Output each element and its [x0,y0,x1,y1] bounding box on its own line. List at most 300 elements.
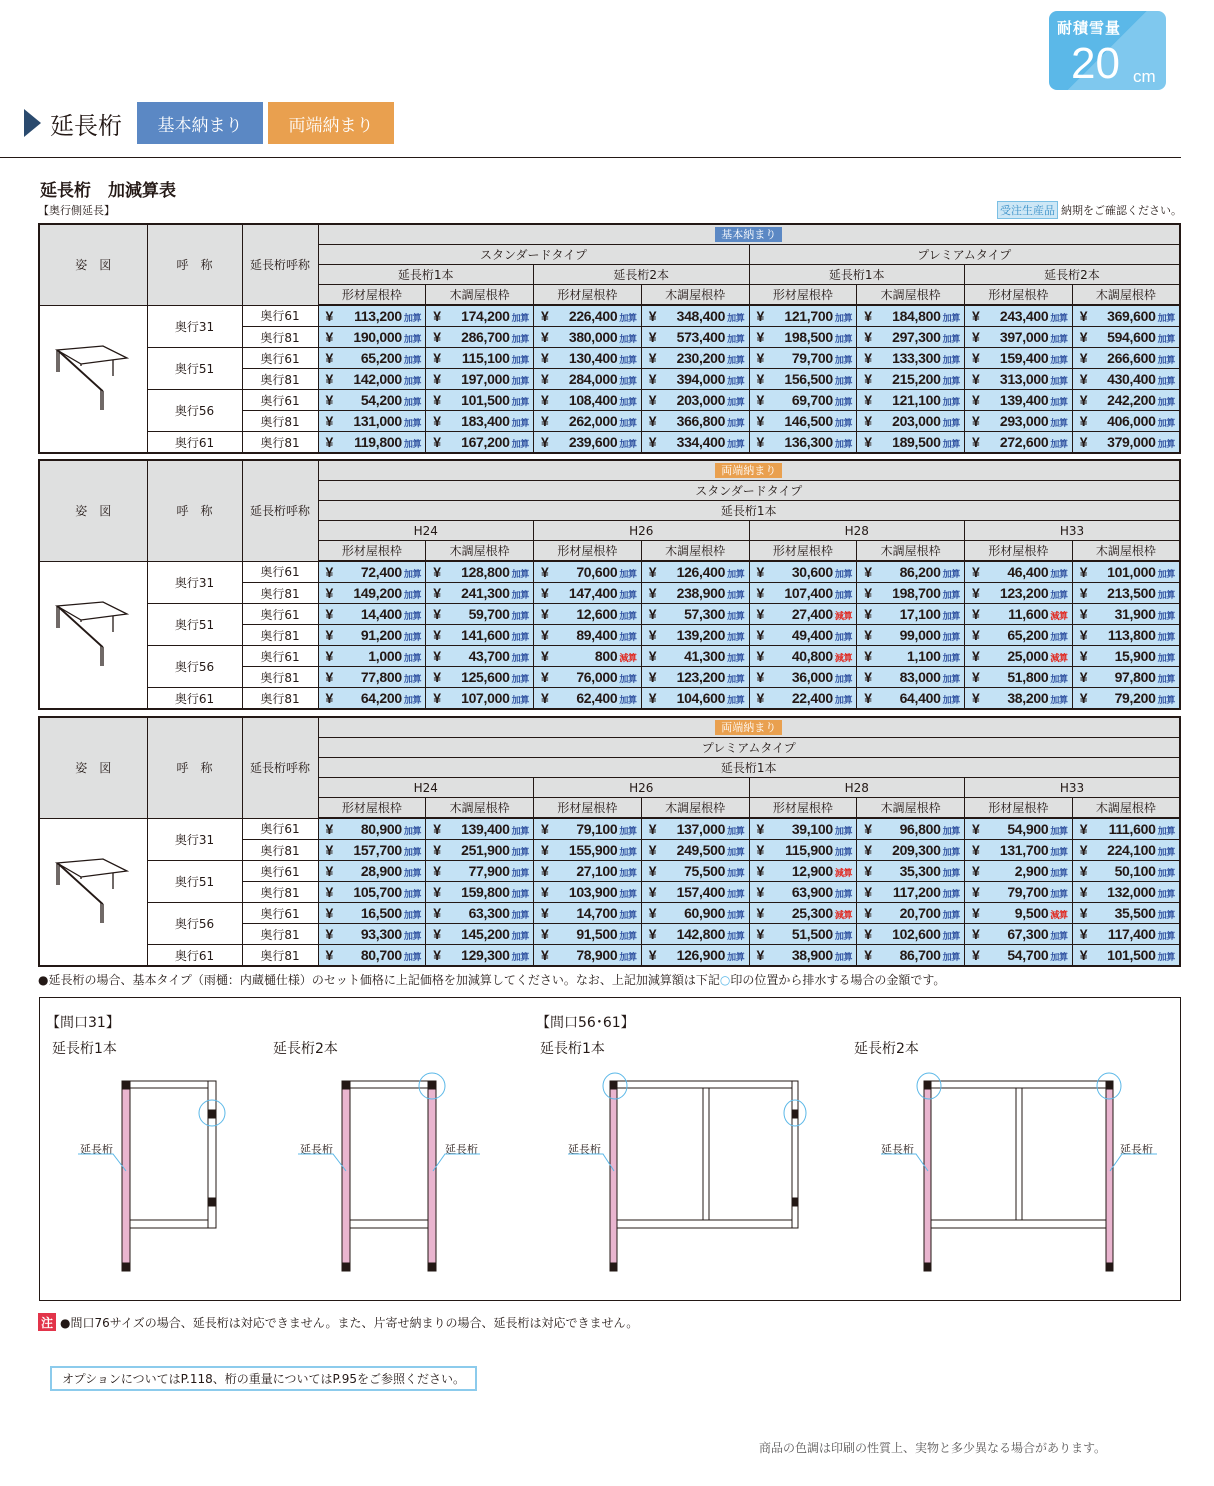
price-cell [641,924,749,945]
add-label: 加算 [1050,355,1068,365]
price-value: 62,400 [576,690,618,706]
carport-figure-icon [53,855,133,925]
yen-sign: ¥ [1079,627,1088,643]
drain-position-diagrams [39,997,1181,1301]
add-label: 加算 [942,889,960,899]
price-cell [1072,818,1180,840]
price-value: 334,400 [676,434,726,450]
price-value: 75,500 [684,863,726,879]
price-cell [318,432,426,454]
drain-circle-mark: ○ [719,973,731,987]
made-to-order-tag: 受注生産品 [997,201,1058,219]
price-cell [749,305,857,327]
add-label: 加算 [834,439,853,449]
snow-load-badge [1049,11,1166,90]
price-cell [534,646,642,667]
add-label: 加算 [727,868,745,878]
column-header: 木調屋根枠 [857,541,965,562]
price-value: 101,500 [461,392,510,408]
add-label: 加算 [834,376,853,386]
add-label: 加算 [403,847,422,857]
yen-sign: ¥ [864,308,872,324]
price-value: 108,400 [568,392,618,408]
ext-name: 奥行81 [242,882,318,903]
price-cell [965,945,1073,967]
price-value: 286,700 [461,329,510,345]
ext-name: 奥行61 [242,604,318,625]
price-cell [534,882,642,903]
add-label: 加算 [403,910,422,920]
yen-sign: ¥ [864,821,872,837]
yen-sign: ¥ [864,884,872,900]
add-label: 加算 [619,611,637,621]
yen-sign: ¥ [433,669,441,685]
basic-fit-button[interactable]: 基本納まり [137,102,263,144]
snow-load-value: 20 [1071,39,1120,88]
yen-sign: ¥ [756,627,764,643]
add-label: 加算 [619,355,637,365]
column-header: 形材屋根枠 [318,285,426,306]
price-value: 80,700 [360,947,402,963]
ext-name: 奥行81 [242,583,318,604]
add-label: 加算 [1157,674,1175,684]
price-cell [426,390,534,411]
price-value: 174,200 [461,308,510,324]
price-cell [318,411,426,432]
price-cell [641,945,749,967]
subtract-label: 減算 [619,653,637,663]
price-value: 190,000 [353,329,402,345]
price-cell [534,861,642,882]
price-value: 79,700 [1007,884,1049,900]
price-cell [318,327,426,348]
price-value: 238,900 [676,585,726,601]
price-cell [749,390,857,411]
column-header: 木調屋根枠 [857,798,965,819]
yen-sign: ¥ [756,648,764,664]
yen-sign: ¥ [972,564,980,580]
add-label: 加算 [1050,376,1068,386]
yen-sign: ¥ [972,821,980,837]
add-label: 加算 [1050,826,1068,836]
price-cell [965,369,1073,390]
figure-cell [39,818,147,966]
column-header: 形材屋根枠 [318,798,426,819]
add-label: 加算 [511,313,529,323]
yen-sign: ¥ [1079,329,1088,345]
yen-sign: ¥ [541,863,549,879]
yen-sign: ¥ [1079,585,1088,601]
price-value: 126,400 [676,564,726,580]
yen-sign: ¥ [433,585,441,601]
yen-sign: ¥ [864,905,872,921]
header-figure: 姿 図 [39,717,147,818]
yen-sign: ¥ [972,926,980,942]
yen-sign: ¥ [433,905,441,921]
yen-sign: ¥ [325,863,333,879]
price-value: 149,200 [353,585,402,601]
yen-sign: ¥ [756,413,764,429]
yen-sign: ¥ [1079,905,1088,921]
add-label: 加算 [1050,889,1068,899]
yen-sign: ¥ [1079,863,1088,879]
table-subtitle: 【奥行側延長】 [38,204,115,217]
caution-note [38,1313,638,1331]
price-cell [749,561,857,583]
price-cell [534,305,642,327]
add-label: 加算 [619,569,637,579]
price-value: 594,600 [1107,329,1156,345]
price-value: 157,700 [353,842,402,858]
ext-name: 奥行81 [242,945,318,967]
add-label: 加算 [511,397,529,407]
yen-sign: ¥ [433,690,441,706]
add-label: 加算 [1157,590,1175,600]
snow-load-unit: cm [1133,67,1156,86]
table-row [39,945,1180,967]
add-label: 加算 [727,376,745,386]
price-cell [426,882,534,903]
price-cell [318,348,426,369]
price-value: 215,200 [892,371,941,387]
yen-sign: ¥ [756,947,764,963]
price-cell [318,646,426,667]
add-label: 加算 [403,569,422,579]
price-cell [426,305,534,327]
price-value: 12,900 [791,863,833,879]
row-name: 奥行61 [147,688,242,710]
yen-sign: ¥ [756,585,764,601]
price-value: 79,100 [576,821,618,837]
price-cell [426,924,534,945]
row-name: 奥行51 [147,604,242,646]
add-label: 加算 [1157,313,1175,323]
ext-name: 奥行81 [242,688,318,710]
price-cell [641,604,749,625]
add-label: 加算 [403,611,422,621]
table-row [39,861,1180,882]
diagram-5661-two-beams [881,1073,1157,1271]
price-cell [965,861,1073,882]
price-value: 60,900 [684,905,726,921]
yen-sign: ¥ [972,371,980,387]
price-cell [318,861,426,882]
yen-sign: ¥ [756,863,764,879]
price-value: 123,200 [999,585,1049,601]
add-label: 加算 [727,826,745,836]
price-value: 70,600 [576,564,618,580]
price-value: 9,500 [1014,905,1049,921]
subtract-label: 減算 [1050,611,1068,621]
type-header: スタンダードタイプ [318,245,749,265]
price-cell [749,882,857,903]
price-value: 28,900 [360,863,402,879]
yen-sign: ¥ [1079,606,1088,622]
price-cell [641,583,749,604]
yen-sign: ¥ [648,648,657,664]
price-value: 16,500 [360,905,402,921]
add-label: 加算 [1050,334,1068,344]
price-cell [426,348,534,369]
price-cell [534,432,642,454]
price-value: 99,000 [899,627,941,643]
price-cell [641,411,749,432]
price-cell [1072,625,1180,646]
yen-sign: ¥ [433,947,441,963]
add-label: 加算 [511,653,529,663]
price-value: 156,500 [784,371,833,387]
yen-sign: ¥ [433,884,441,900]
yen-sign: ¥ [541,905,549,921]
price-value: 397,000 [999,329,1049,345]
yen-sign: ¥ [972,350,980,366]
price-cell [857,667,965,688]
add-label: 加算 [511,418,529,428]
snow-load-label: 耐積雪量 [1057,19,1122,37]
price-cell [965,432,1073,454]
price-cell [641,818,749,840]
price-value: 46,400 [1007,564,1049,580]
footer-disclaimer: 商品の色調は印刷の性質上、実物と多少異なる場合があります。 [759,1441,1107,1455]
header-ext-name: 延長桁呼称 [242,717,318,818]
subtract-label: 減算 [1050,653,1068,663]
type-header: スタンダードタイプ [318,481,1180,501]
price-cell [534,348,642,369]
both-ends-fit-button[interactable]: 両端納まり [268,102,394,144]
price-value: 63,900 [791,884,833,900]
yen-sign: ¥ [325,350,333,366]
price-cell [965,924,1073,945]
price-value: 131,700 [999,842,1049,858]
add-label: 加算 [1157,653,1175,663]
price-cell [426,840,534,861]
yen-sign: ¥ [648,392,657,408]
price-cell [857,688,965,710]
price-value: 103,900 [568,884,618,900]
figure-cell [39,305,147,453]
price-value: 59,700 [468,606,510,622]
yen-sign: ¥ [1079,308,1088,324]
price-cell [857,840,965,861]
price-cell [857,646,965,667]
price-value: 379,000 [1107,434,1156,450]
price-cell [749,667,857,688]
add-label: 加算 [619,931,637,941]
add-label: 加算 [942,653,960,663]
row-name: 奥行56 [147,903,242,945]
price-value: 1,000 [368,648,402,664]
yen-sign: ¥ [541,669,549,685]
add-label: 加算 [942,376,960,386]
yen-sign: ¥ [864,926,872,942]
ext-name: 奥行61 [242,861,318,882]
add-label: 加算 [511,952,529,962]
price-value: 209,300 [892,842,941,858]
yen-sign: ¥ [541,648,549,664]
band-header [318,717,1180,738]
add-label: 加算 [403,376,422,386]
height-header: H28 [749,778,965,798]
add-label: 加算 [619,334,637,344]
price-cell [965,688,1073,710]
yen-sign: ¥ [1079,392,1088,408]
price-value: 394,000 [676,371,726,387]
price-cell [1072,411,1180,432]
price-value: 57,300 [684,606,726,622]
price-value: 101,500 [1107,947,1156,963]
price-value: 96,800 [899,821,941,837]
add-label: 加算 [834,826,853,836]
price-cell [1072,432,1180,454]
yen-sign: ¥ [541,884,549,900]
price-cell [1072,882,1180,903]
price-cell [1072,646,1180,667]
yen-sign: ¥ [433,821,441,837]
price-value: 91,500 [576,926,618,942]
ext-name: 奥行81 [242,411,318,432]
price-value: 159,800 [461,884,510,900]
add-label: 加算 [1050,695,1068,705]
header-ext-name: 延長桁呼称 [242,460,318,561]
yen-sign: ¥ [648,884,657,900]
ext-name: 奥行61 [242,305,318,327]
add-label: 加算 [1157,632,1175,642]
beam-label: 延長桁 [80,1143,113,1156]
price-value: 65,200 [1007,627,1049,643]
yen-sign: ¥ [756,606,764,622]
table-row [39,688,1180,710]
price-value: 35,300 [899,863,941,879]
price-cell [318,305,426,327]
row-name: 奥行61 [147,945,242,967]
price-cell [1072,305,1180,327]
yen-sign: ¥ [756,434,764,450]
price-value: 72,400 [360,564,402,580]
main-note [38,971,945,988]
yen-sign: ¥ [1079,821,1088,837]
add-label: 加算 [1157,376,1175,386]
yen-sign: ¥ [433,371,441,387]
add-label: 加算 [834,355,853,365]
diagram-5661-one-beam [568,1073,806,1271]
price-value: 243,400 [999,308,1049,324]
add-label: 加算 [1157,418,1175,428]
price-cell [318,561,426,583]
price-cell [965,390,1073,411]
price-value: 366,800 [676,413,726,429]
add-label: 加算 [1157,847,1175,857]
add-label: 加算 [942,590,960,600]
add-label: 加算 [1157,397,1175,407]
yen-sign: ¥ [864,627,872,643]
add-label: 加算 [511,439,529,449]
ext-name: 奥行81 [242,369,318,390]
yen-sign: ¥ [972,947,980,963]
yen-sign: ¥ [648,371,657,387]
price-value: 183,400 [461,413,510,429]
price-value: 380,000 [568,329,618,345]
add-label: 加算 [511,611,529,621]
add-label: 加算 [1050,439,1068,449]
add-label: 加算 [942,569,960,579]
price-value: 41,300 [684,648,726,664]
band-tag: 両端納まり [715,720,782,735]
yen-sign: ¥ [864,329,872,345]
price-cell [318,903,426,924]
group-header: 延長桁2本 [965,265,1181,285]
add-label: 加算 [942,931,960,941]
add-label: 加算 [619,695,637,705]
price-value: 35,500 [1114,905,1156,921]
add-label: 加算 [942,826,960,836]
ext-name: 奥行81 [242,327,318,348]
yen-sign: ¥ [433,329,441,345]
band-tag: 基本納まり [715,227,782,242]
price-value: 54,200 [360,392,402,408]
option-reference-box: オプションについてはP.118、桁の重量についてはP.95をご参照ください。 [50,1366,477,1391]
price-cell [534,688,642,710]
price-cell [318,818,426,840]
column-header: 木調屋根枠 [857,285,965,306]
row-name: 奥行31 [147,305,242,348]
price-value: 224,100 [1107,842,1156,858]
price-cell [318,625,426,646]
price-value: 83,000 [899,669,941,685]
yen-sign: ¥ [433,350,441,366]
price-value: 139,400 [999,392,1049,408]
price-cell [965,583,1073,604]
add-label: 加算 [727,847,745,857]
add-label: 加算 [1050,418,1068,428]
add-label: 加算 [619,868,637,878]
price-cell [641,348,749,369]
yen-sign: ¥ [972,863,980,879]
add-label: 加算 [942,418,960,428]
add-label: 加算 [942,868,960,878]
column-header: 木調屋根枠 [641,285,749,306]
yen-sign: ¥ [325,371,333,387]
add-label: 加算 [727,910,745,920]
column-header: 形材屋根枠 [318,541,426,562]
price-value: 2,900 [1014,863,1049,879]
price-value: 38,200 [1007,690,1049,706]
add-label: 加算 [834,313,853,323]
price-cell [1072,840,1180,861]
yen-sign: ¥ [325,329,333,345]
diagram-label-two: 延長桁2本 [854,1041,919,1057]
add-label: 加算 [727,355,745,365]
add-label: 加算 [619,910,637,920]
add-label: 加算 [511,826,529,836]
yen-sign: ¥ [325,669,333,685]
add-label: 加算 [834,889,853,899]
add-label: 加算 [834,569,853,579]
band-tag: 両端納まり [715,463,782,478]
price-value: 115,100 [461,350,510,366]
table-row [39,390,1180,411]
header-figure: 姿 図 [39,224,147,305]
header-figure: 姿 図 [39,460,147,561]
price-value: 69,700 [791,392,833,408]
price-cell [426,604,534,625]
count-header: 延長桁1本 [318,501,1180,521]
add-label: 加算 [1050,569,1068,579]
add-label: 加算 [619,847,637,857]
add-label: 加算 [511,632,529,642]
price-cell [534,369,642,390]
add-label: 加算 [942,611,960,621]
price-value: 157,400 [676,884,726,900]
